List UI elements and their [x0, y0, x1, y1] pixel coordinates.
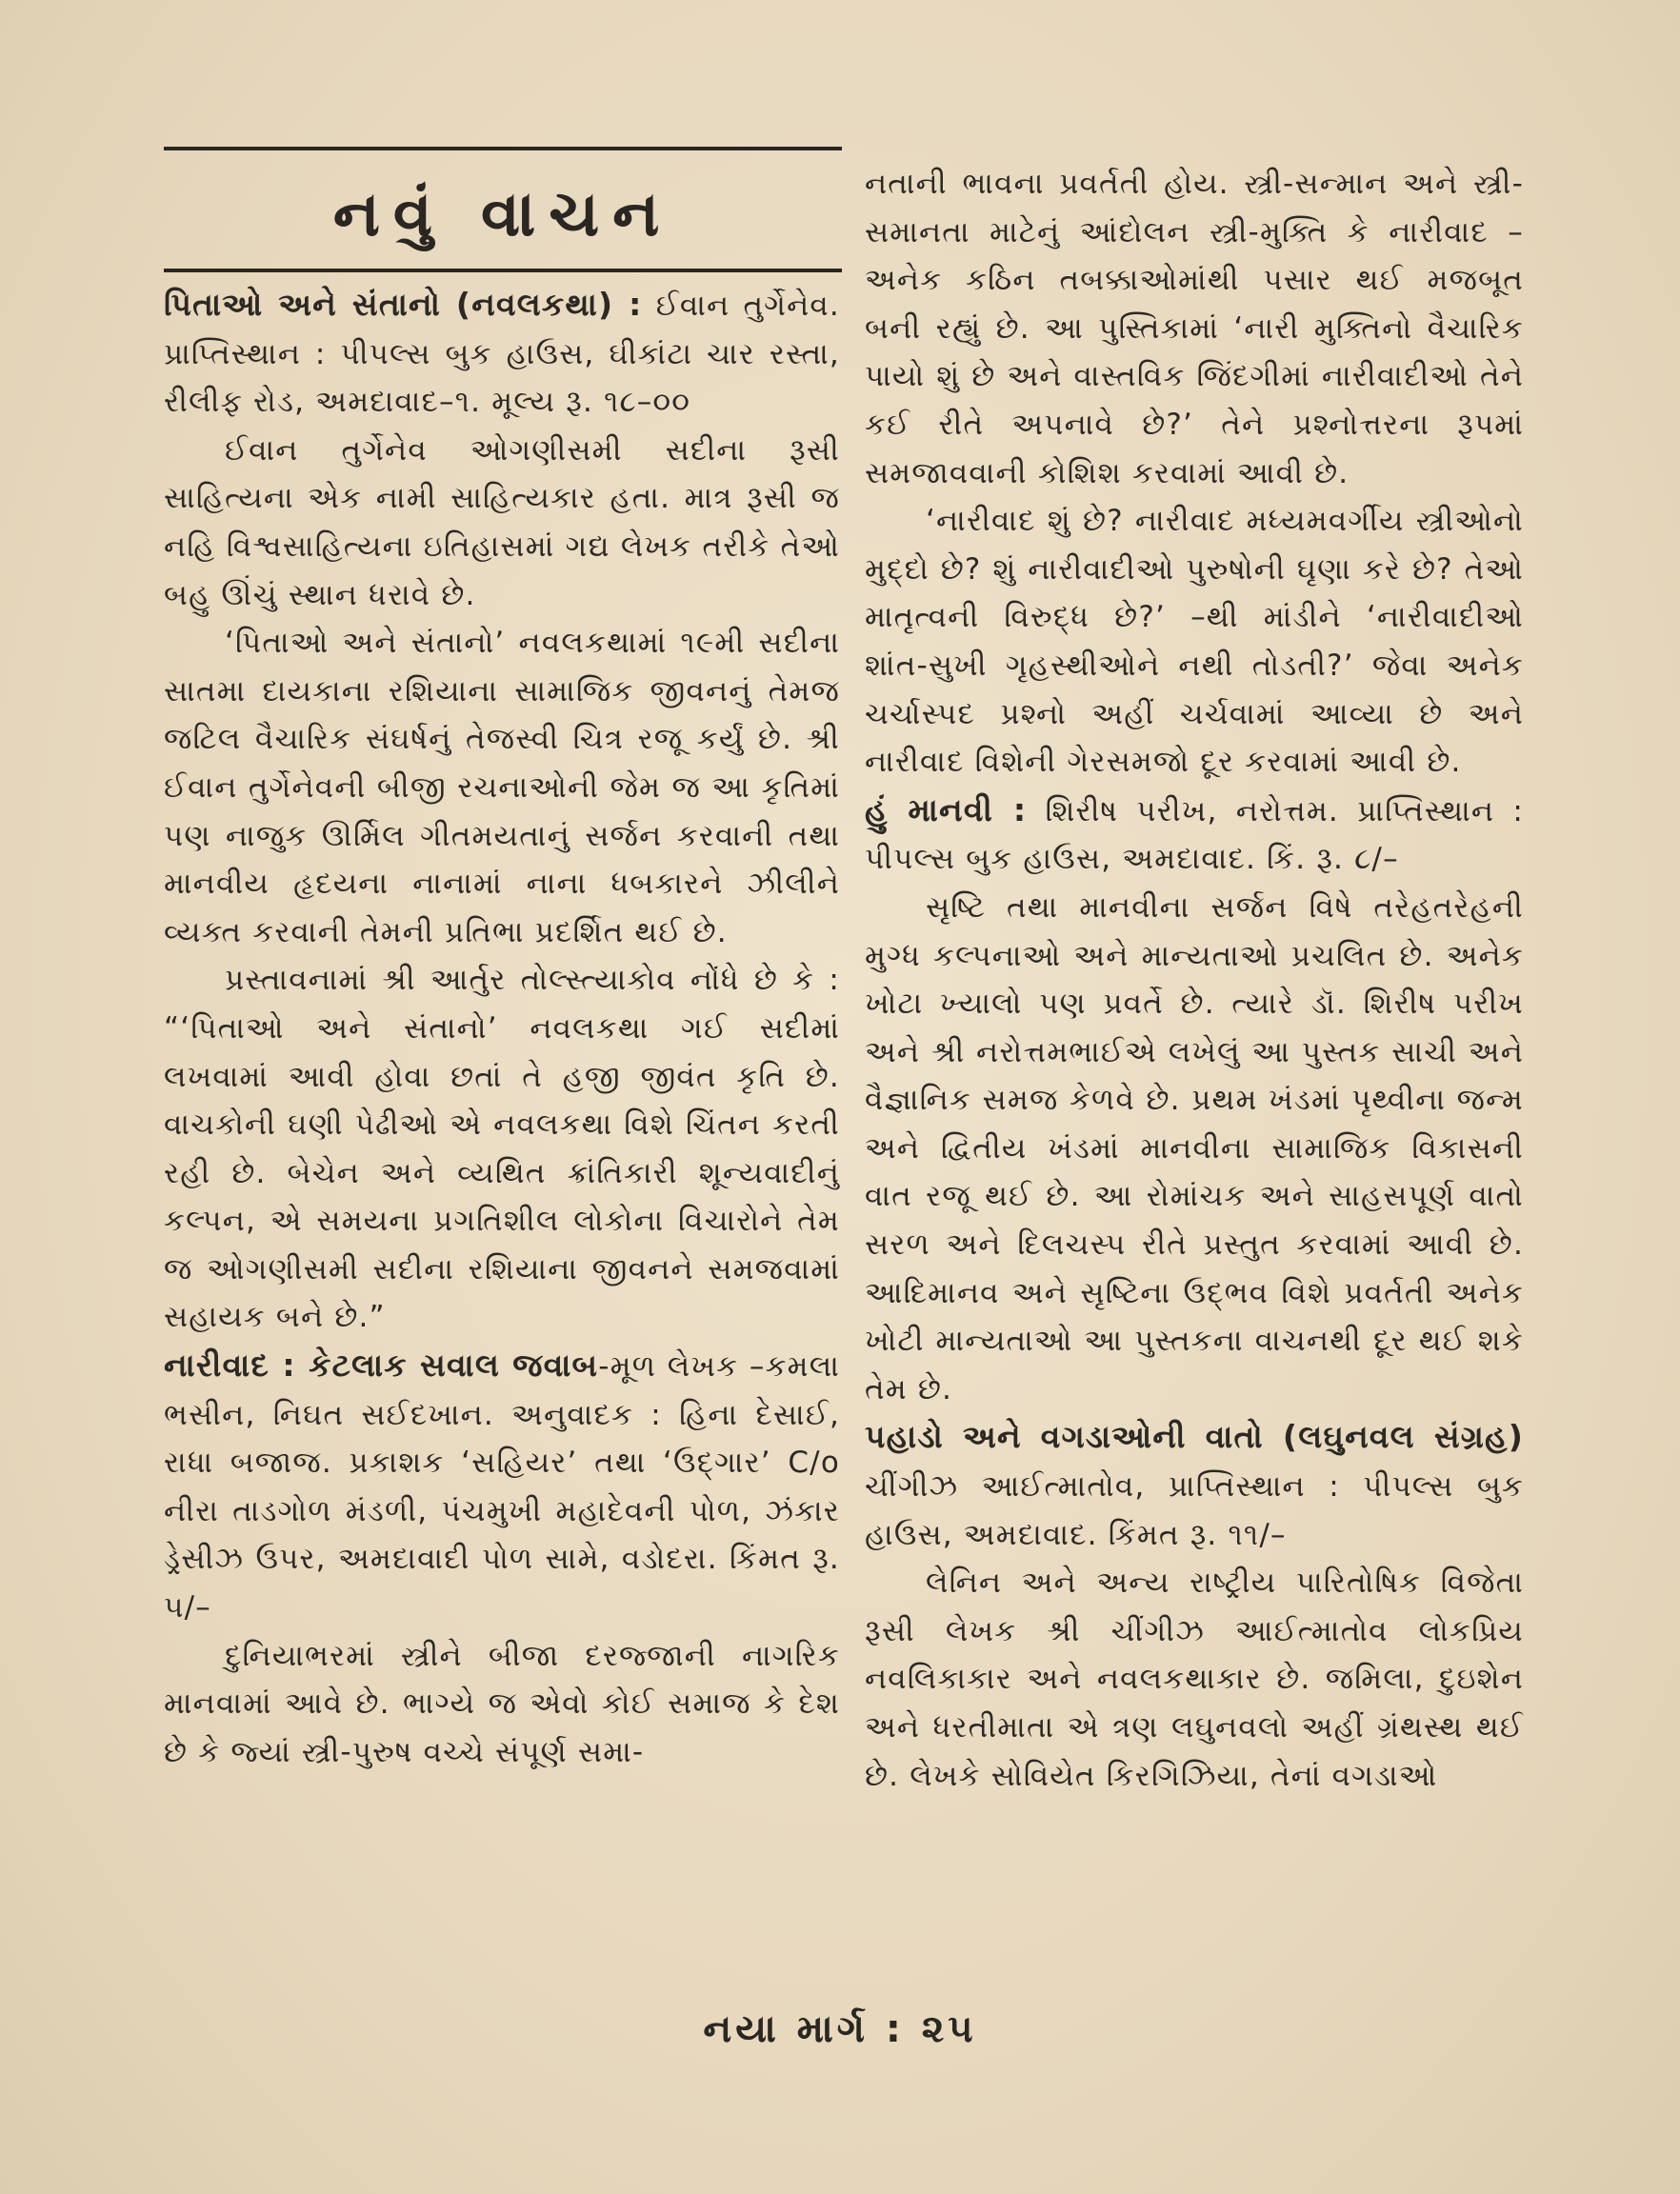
review-paragraph: ‘નારીવાદ શું છે? નારીવાદ મધ્યમવર્ગીય સ્ત્રીઓનો મુદ્દો છે? શું નારીવાદીઓ પુરુષોની ઘૃણા કરે છે? તેઓ માતૃત્વની વિરુદ્ધ છે?’ –થી માંડીને ‘નારીવાદીઓ શાંત-સુખી ગૃહસ્થીઓને નથી તોડતી?’ જેવા અનેક ચર્ચાસ્પદ પ્રશ્નો અહીં ચર્ચવામાં આવ્યા છે અને નારીવાદ વિશેની ગેરસમજો દૂર કરવામાં આવી છે. — [865, 504, 1524, 780]
review-paragraph: ‘પિતાઓ અને સંતાનો’ નવલકથામાં ૧૯મી સદીના સાતમા દાયકાના રશિયાના સામાજિક જીવનનું તેમજ જટિલ વૈચારિક સંઘર્ષનું તેજસ્વી ચિત્ર રજૂ કર્યું છે. શ્રી ઈવાન તુર્ગેનેવની બીજી રચનાઓની જેમ જ આ કૃતિમાં પણ નાજુક ઊર્મિલ ગીતમયતાનું સર્જન કરવાની તથા માનવીય હૃદયના નાનામાં નાના ધબકારને ઝીલીને વ્યક્ત કરવાની તેમની પ્રતિભા પ્રદર્શિત થઈ છે. — [164, 626, 840, 949]
book-entry-mountains-and-steppes — [865, 1413, 1524, 1559]
book-title: પિતાઓ અને સંતાનો (નવલકથા) : — [164, 286, 643, 323]
book-title: પહાડો અને વગડાઓની વાતો (લઘુનવલ સંગ્રહ) — [865, 1418, 1524, 1456]
left-column-text — [164, 281, 840, 1776]
book-meta: ઈવાન તુર્ગેનેવ. પ્રાપ્તિસ્થાન : પીપલ્સ બુક હાઉસ, ઘીકાંટા ચાર રસ્તા, રીલીફ રોડ, અમદાવાદ–૧. મૂલ્ય રૂ. ૧૮–૦૦ — [164, 289, 840, 420]
right-column — [865, 0, 1524, 1800]
book-meta: -મૂળ લેખક –કમલા ભસીન, નિઘત સઈદખાન. અનુવાદક : હિના દેસાઈ, રાધા બજાજ. પ્રકાશક ‘સહિયર’ તથા ‘ઉદ્ગાર’ C/o નીરા તાડગોળ મંડળી, પંચમુખી મહાદેવની પોળ, ઝંકાર ડ્રેસીઝ ઉપર, અમદાવાદી પોળ સામે, વડોદરા. કિંમત રૂ. ૫/– — [164, 1349, 840, 1626]
page-footer: નયા માર્ગ : ૨૫ — [703, 2007, 977, 2051]
section-heading: નવું વાચન — [332, 177, 673, 250]
book-entry-hu-manavi — [865, 787, 1524, 884]
book-meta: શિરીષ પરીખ, નરોત્તમ. પ્રાપ્તિસ્થાન : પીપલ્સ બુક હાઉસ, અમદાવાદ. કિં. રૂ. ૮/– — [865, 793, 1524, 877]
review-paragraph: દુનિયાભરમાં સ્ત્રીને બીજા દરજ્જાની નાગરિક માનવામાં આવે છે. ભાગ્યે જ એવો કોઈ સમાજ કે દેશ છે કે જ્યાં સ્ત્રી-પુરુષ વચ્ચે સંપૂર્ણ સમા- — [164, 1638, 840, 1769]
review-paragraph: ઈવાન તુર્ગેનેવ ઓગણીસમી સદીના રૂસી સાહિત્યના એક નામી સાહિત્યકાર હતા. માત્ર રૂસી જ નહિ વિશ્વસાહિત્યના ઇતિહાસમાં ગદ્ય લેખક તરીકે તેઓ બહુ ઊંચું સ્થાન ધરાવે છે. — [164, 432, 840, 612]
review-paragraph: પ્રસ્તાવનામાં શ્રી આર્તુર તોલ્સ્ત્યાકોવ નોંધે છે કે : “‘પિતાઓ અને સંતાનો’ નવલકથા ગઈ સદીમાં લખવામાં આવી હોવા છતાં તે હજી જીવંત કૃતિ છે. વાચકોની ઘણી પેઢીઓ એ નવલકથા વિશે ચિંતન કરતી રહી છે. બેચેન અને વ્યથિત ક્રાંતિકારી શૂન્યવાદીનું કલ્પન, એ સમયના પ્રગતિશીલ લોકોના વિચારોને તેમ જ ઓગણીસમી સદીના રશિયાના જીવનને સમજવામાં સહાયક બને છે.” — [164, 963, 840, 1335]
book-entry-fathers-and-sons — [164, 281, 840, 427]
left-column — [164, 0, 840, 1776]
book-title: નારીવાદ : કેટલાક સવાલ જવાબ — [164, 1346, 599, 1385]
review-paragraph: નતાની ભાવના પ્રવર્તતી હોય. સ્ત્રી-સન્માન અને સ્ત્રી-સમાનતા માટેનું આંદોલન સ્ત્રી-મુક્તિ કે નારીવાદ – અનેક કઠિન તબક્કાઓમાંથી પસાર થઈ મજબૂત બની રહ્યું છે. આ પુસ્તિકામાં ‘નારી મુક્તિનો વૈચારિક પાયો શું છે અને વાસ્તવિક જિંદગીમાં નારીવાદીઓ તેને કઈ રીતે અપનાવે છે?’ તેને પ્રશ્નોત્તરના રૂપમાં સમજાવવાની કોશિશ કરવામાં આવી છે. — [865, 167, 1524, 490]
book-entry-feminism — [164, 1342, 840, 1632]
review-paragraph: લેનિન અને અન્ય રાષ્ટ્રીય પારિતોષિક વિજેતા રૂસી લેખક શ્રી ચીંગીઝ આઈત્માતોવ લોકપ્રિય નવલિકાકાર અને નવલકથાકાર છે. જમિલા, દુઇશેન અને ધરતીમાતા એ ત્રણ લઘુનવલો અહીં ગ્રંથસ્થ થઈ છે. લેખકે સોવિયેત કિરગિઝિયા, તેનાં વગડાઓ — [865, 1566, 1524, 1793]
right-column-text — [865, 160, 1524, 1800]
book-meta: ચીંગીઝ આઈત્માતોવ, પ્રાપ્તિસ્થાન : પીપલ્સ બુક હાઉસ, અમદાવાદ. કિંમત રૂ. ૧૧/– — [865, 1469, 1524, 1552]
review-paragraph: સૃષ્ટિ તથા માનવીના સર્જન વિષે તરેહતરેહની મુગ્ધ કલ્પનાઓ અને માન્યતાઓ પ્રચલિત છે. અનેક ખોટા ખ્યાલો પણ પ્રવર્તે છે. ત્યારે ડૉ. શિરીષ પરીખ અને શ્રી નરોત્તમભાઈએ લખેલું આ પુસ્તક સાચી અને વૈજ્ઞાનિક સમજ કેળવે છે. પ્રથમ ખંડમાં પૃથ્વીના જન્મ અને દ્વિતીય ખંડમાં માનવીના સામાજિક વિકાસની વાત રજૂ થઈ છે. આ રોમાંચક અને સાહસપૂર્ણ વાતો સરળ અને દિલચસ્પ રીતે પ્રસ્તુત કરવામાં આવી છે. આદિમાનવ અને સૃષ્ટિના ઉદ્ભવ વિશે પ્રવર્તતી અનેક ખોટી માન્યતાઓ આ પુસ્તકના વાચનથી દૂર થઈ શકે તેમ છે. — [865, 889, 1524, 1406]
book-title: હું માનવી : — [865, 790, 1028, 828]
